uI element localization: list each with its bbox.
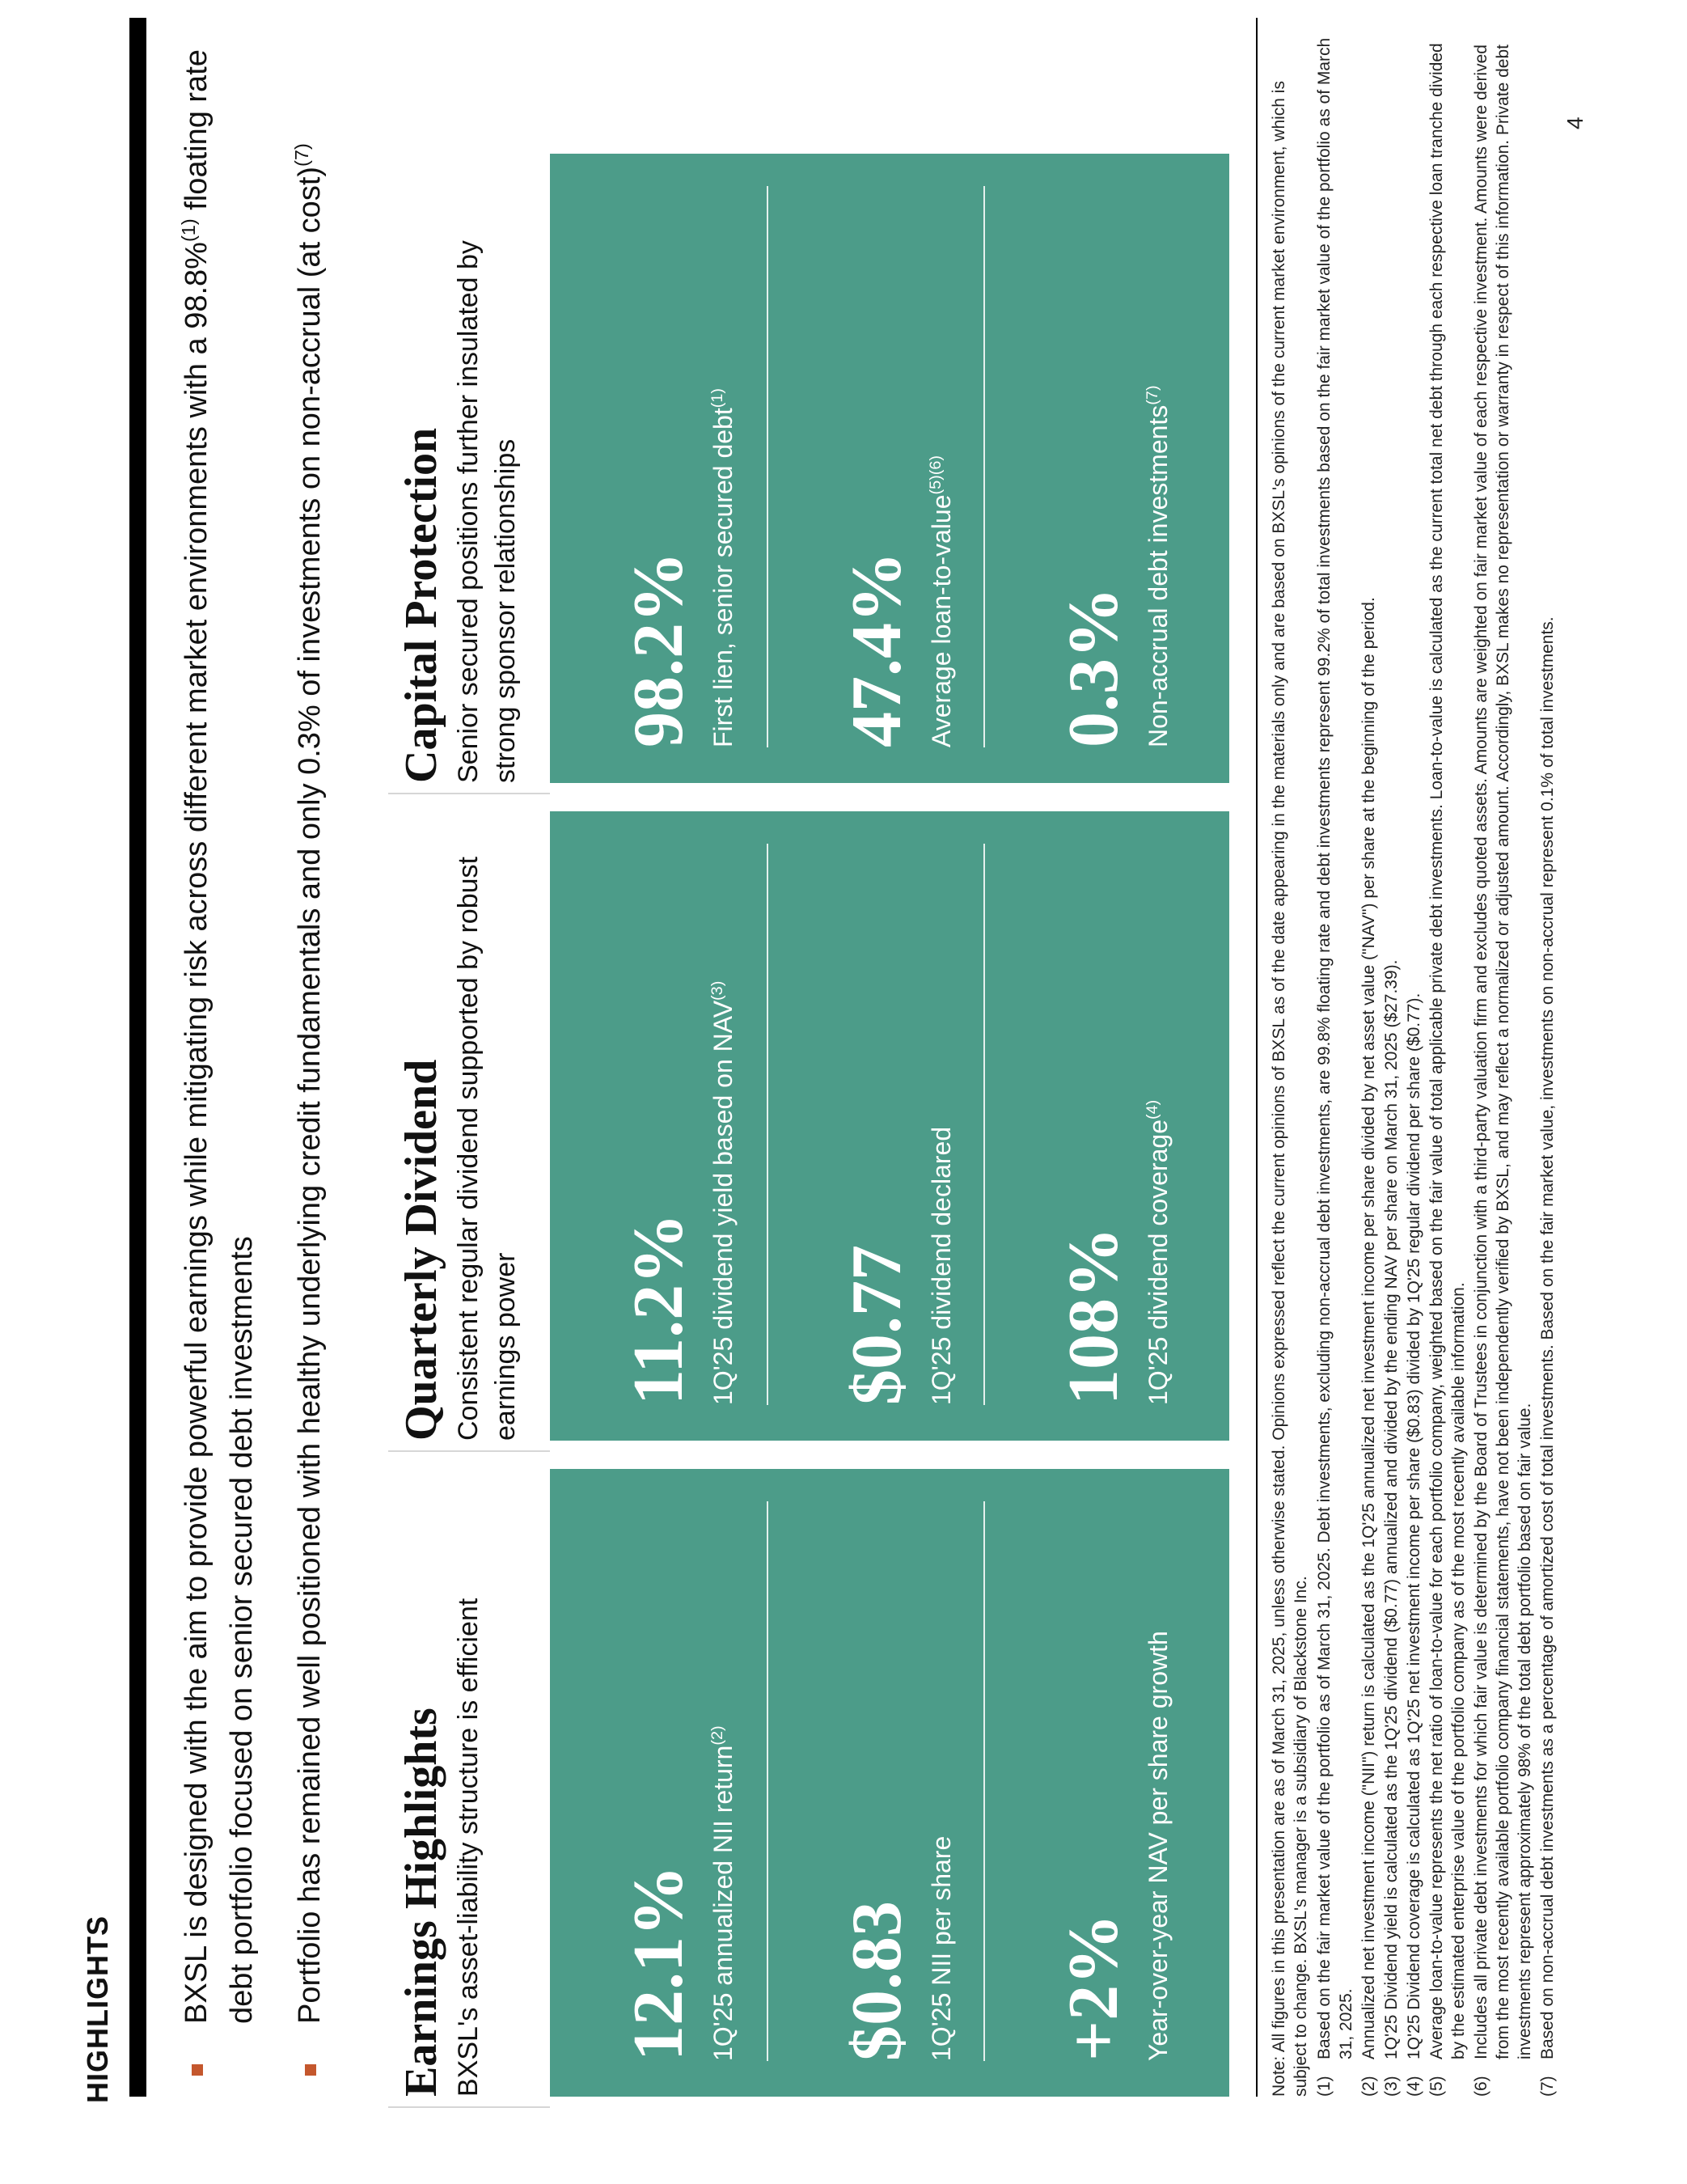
stat-label [925,1127,958,1405]
footnotes [1268,30,1559,2097]
stat-label [925,455,958,747]
footnote-text: 1Q'25 Dividend coverage is calculated as 1Q'25 net investment income per share ($0.83) divided by 1Q'25 regular dividend per share ($0.77). [1405,993,1423,2059]
stat-label-text: Non-accrual debt investments [1144,404,1173,747]
stat-card [550,1469,1229,2097]
footnote-rule [1256,18,1258,2097]
stat-label [925,1836,958,2061]
column-header [396,165,524,783]
stat-value: 11.2% [619,1213,698,1405]
footnote-ref: (5)(6) [927,455,945,495]
stat-label-text: 1Q'25 NII per share [927,1835,956,2061]
bullet-text: BXSL is designed with the aim to provide powerful earnings while mitigating risk across different market environments with a 98.8% [180,242,214,2024]
column-title: Earnings Highlights [396,1708,446,2097]
column-capital-protection [388,154,1229,794]
footnote-ref: (7) [1144,385,1162,405]
stat-value: 47.4% [838,552,916,747]
stat-label-text: 1Q'25 dividend declared [927,1126,956,1405]
stat-label-text: Year-over-year NAV per share growth [1144,1631,1173,2061]
column-header [396,823,524,1441]
stat-block [983,186,1202,747]
column-header [396,1480,487,2097]
stat-card [550,154,1229,783]
stat-label [1142,385,1174,747]
footnote-ref: (1) [708,388,727,408]
stat-value: $0.83 [838,1901,916,2061]
footnote-number: (3) [1382,2076,1401,2097]
column-divider [388,2106,550,2108]
footnote-item [1380,30,1402,2097]
footnote-number: (5) [1427,2076,1446,2097]
column-title: Capital Protection [396,427,446,783]
stat-block [767,1501,985,2061]
bullet-square-icon [192,2064,203,2076]
stat-label-text: 1Q'25 annualized NII return [708,1745,738,2061]
stat-label [1142,1100,1174,1405]
stat-value: 108% [1055,1227,1133,1405]
column-subtitle: Consistent regular dividend supported by robust earnings power [453,857,521,1441]
stat-value: 0.3% [1055,587,1133,747]
footnote-number: (6) [1472,2076,1490,2097]
stat-label-text: 1Q'25 dividend yield based on NAV [708,1000,738,1405]
stat-value: $0.77 [838,1245,916,1405]
column-quarterly-dividend [388,811,1229,1452]
column-title: Quarterly Dividend [396,1059,446,1441]
stat-block [550,1501,767,2061]
stat-block [983,844,1202,1405]
stat-block [550,844,767,1405]
footnote-number: (4) [1405,2076,1423,2097]
footnote-item [1470,30,1536,2097]
footnote-text: Includes all private debt investments for which fair value is determined by the Board of Trustees in conjunction with a third-party valuation firm and excludes quoted assets. Amounts are weighted on fair market value of each respective investment. Amounts were derived from the most recently available portfolio company financial statements, have not been independently verified by BXSL, and may reflect a normalized or adjusted amount. Accordingly, BXSL makes no representation or warranty in respect of this information. Private debt investments represent approximately 98% of the total debt portfolio based on fair value. [1472,44,1534,2059]
title-rule [129,18,146,2097]
page-title: HIGHLIGHTS [81,1915,114,2103]
footnote-text: 1Q'25 Dividend yield is calculated as the 1Q'25 dividend ($0.77) annualized and divided by the ending NAV per share on March 31, 2025 ($27.39). [1382,959,1401,2059]
footnote-text: Average loan-to-value represents the net ratio of loan-to-value for each portfolio company, weighted based on the fair value of total applicable private debt investments. Loan-to-value is calculated as the current total net debt through each respective loan tranche divided by the estimated enterprise value of the portfolio company as of the most recently available information. [1427,43,1468,2059]
footnote-item [1403,30,1425,2097]
stat-block [983,1501,1202,2061]
stat-value: 98.2% [619,552,698,747]
stat-block [550,186,767,747]
stat-label-text: First lien, senior secured debt [708,408,738,747]
stat-card [550,811,1229,1441]
stat-value: +2% [1055,1913,1133,2061]
footnote-number: (1) [1315,2076,1334,2097]
stat-block [767,844,985,1405]
footnote-text: Based on the fair market value of the portfolio as of March 31, 2025. Debt investments, excluding non-accrual debt investments, are 99.8% floating rate and debt investments represent 99.2% of total investments based on the fair market value of the portfolio as of March 31, 2025. [1315,37,1355,2059]
footnote-item [1426,30,1469,2097]
stat-value: 12.1% [619,1865,698,2061]
bullet-text-continued: floating rate debt portfolio focused on senior secured debt investments [180,49,259,2024]
footnote-number: (2) [1359,2076,1378,2097]
bullet-text: Portfolio has remained well positioned with healthy underlying credit fundamentals and only 0.3% of investments on non-accrual (at cost) [293,166,327,2024]
footnote-ref: (1) [177,218,199,243]
column-earnings-highlights [388,1469,1229,2108]
footnote-ref: (3) [708,980,727,1001]
bullet-item [174,26,264,2097]
column-subtitle: Senior secured positions further insulated by strong sponsor relationships [453,240,521,783]
bullet-square-icon [305,2064,316,2076]
footnote-ref: (4) [1144,1099,1162,1120]
stat-label [707,981,739,1405]
stat-label-text: Average loan-to-value [927,494,956,747]
column-subtitle: BXSL's asset-liability structure is efficient [453,1598,484,2097]
column-divider [388,793,550,794]
footnote-ref: (7) [290,143,312,167]
footnote-note: Note: All figures in this presentation are as of March 31, 2025, unless otherwise stated. Opinions expressed reflect the current opinions of BXSL as of the date appearing in the materials only and are based on BXSL's opinions of the current market environment, which is subject to change. BXSL's manager is a subsidiary of Blackstone Inc. [1270,81,1310,2097]
stat-label [1142,1631,1174,2061]
stat-label-text: 1Q'25 dividend coverage [1144,1119,1173,1405]
bullet-item [287,26,332,2097]
footnote-item [1313,30,1357,2097]
footnote-text: Based on non-accrual debt investments as a percentage of amortized cost of total investments. Based on the fair market value, investments on non-accrual represent 0.1% of total investments. [1538,616,1557,2059]
stat-block [767,186,985,747]
stat-label [707,1725,739,2061]
column-divider [388,1450,550,1452]
highlight-bullets [174,26,355,2097]
footnote-number: (7) [1538,2076,1557,2097]
footnote-item [1537,30,1558,2097]
footnote-ref: (2) [708,1725,727,1746]
footnote-item [1358,30,1380,2097]
footnote-text: Annualized net investment income ("NII") return is calculated as the 1Q'25 annualized net investment income per share divided by net asset value ("NAV") per share at the beginning of the period. [1359,597,1378,2059]
stat-label [707,388,739,747]
page-number: 4 [1562,116,1588,129]
